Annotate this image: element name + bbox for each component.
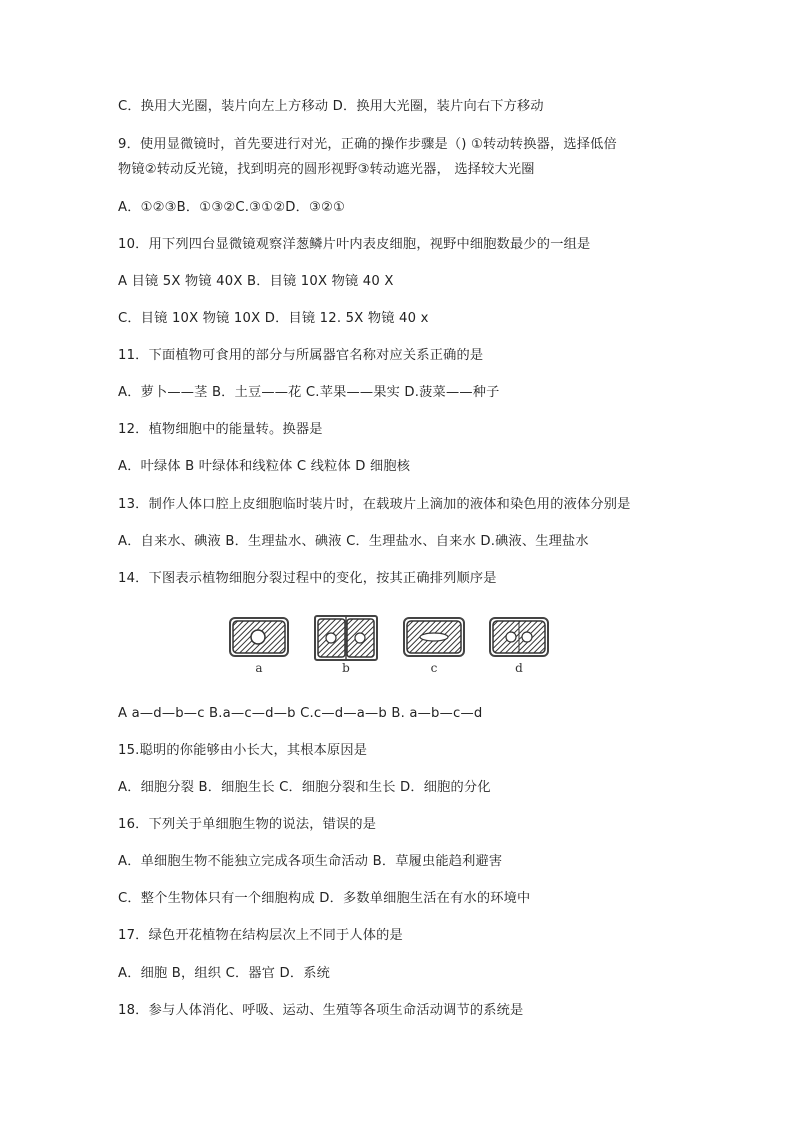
- line-q9-stem-1: 9．使用显微镜时，首先要进行对光，正确的操作步骤是（) ①转动转换器，选择低倍: [118, 137, 617, 152]
- line-q18-stem: 18．参与人体消化、呼吸、运动、生殖等各项生命活动调节的系统是: [118, 1003, 524, 1018]
- line-q16-options-cd: C．整个生物体只有一个细胞构成 D．多数单细胞生活在有水的环境中: [118, 891, 531, 906]
- line-q13-stem: 13．制作人体口腔上皮细胞临时装片时，在载玻片上滴加的液体和染色用的液体分别是: [118, 497, 631, 512]
- line-q9-stem-2: 物镜②转动反光镜，找到明亮的圆形视野③转动遮光器， 选择较大光圈: [118, 162, 535, 177]
- line-q16-options-ab: A．单细胞生物不能独立完成各项生命活动 B．草履虫能趋利避害: [118, 854, 503, 869]
- line-q12-stem: 12．植物细胞中的能量转。换器是: [118, 422, 323, 437]
- cell-c-icon: [404, 618, 464, 656]
- line-q10-stem: 10．用下列四台显微镜观察洋葱鳞片叶内表皮细胞，视野中细胞数最少的一组是: [118, 237, 591, 252]
- line-q10-options-ab: A 目镜 5X 物镜 40X B．目镜 10X 物镜 40 X: [118, 274, 394, 289]
- line-q14-options: A a—d—b—c B.a—c—d—b C.c—d—a—b B. a—b—c—d: [118, 706, 483, 721]
- line-q11-options: A．萝卜——茎 B．土豆——花 C.苹果——果实 D.菠菜——种子: [118, 385, 500, 400]
- cell-label-d: d: [515, 661, 523, 675]
- cell-d-icon: [490, 618, 548, 656]
- line-q13-options: A．自来水、碘液 B．生理盐水、碘液 C．生理盐水、自来水 D.碘液、生理盐水: [118, 534, 589, 549]
- cell-label-c: c: [430, 661, 438, 675]
- line-q10-options-cd: C．目镜 10X 物镜 10X D．目镜 12. 5X 物镜 40 x: [118, 311, 429, 326]
- line-q16-stem: 16．下列关于单细胞生物的说法，错误的是: [118, 817, 377, 832]
- line-q14-stem: 14．下图表示植物细胞分裂过程中的变化，按其正确排列顺序是: [118, 571, 497, 586]
- line-q15-stem: 15.聪明的你能够由小长大，其根本原因是: [118, 743, 368, 758]
- cell-a-icon: [230, 618, 288, 656]
- cell-division-figure: [228, 613, 558, 675]
- line-q12-options: A．叶绿体 B 叶绿体和线粒体 C 线粒体 D 细胞核: [118, 459, 411, 474]
- cell-b-icon: [315, 616, 377, 660]
- line-q11-stem: 11．下面植物可食用的部分与所属器官名称对应关系正确的是: [118, 348, 484, 363]
- line-q8-options-cd: C．换用大光圈，装片向左上方移动 D．换用大光圈，装片向右下方移动: [118, 99, 544, 114]
- line-q17-options: A．细胞 B，组织 C．器官 D．系统: [118, 966, 331, 981]
- line-q17-stem: 17．绿色开花植物在结构层次上不同于人体的是: [118, 928, 403, 943]
- cell-label-a: a: [255, 661, 263, 675]
- line-q15-options: A．细胞分裂 B．细胞生长 C．细胞分裂和生长 D．细胞的分化: [118, 780, 491, 795]
- cell-label-b: b: [342, 661, 350, 675]
- line-q9-options: A．①②③B．①③②C.③①②D．③②①: [118, 200, 346, 215]
